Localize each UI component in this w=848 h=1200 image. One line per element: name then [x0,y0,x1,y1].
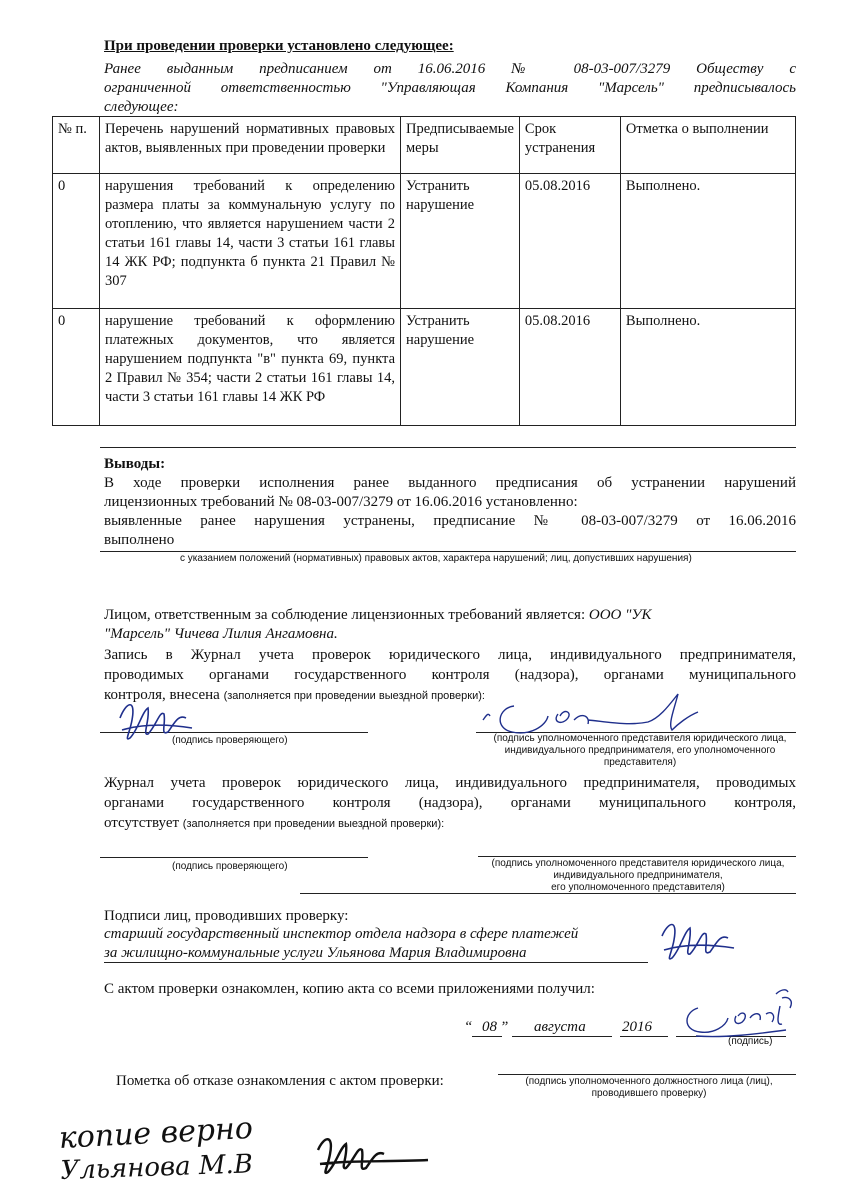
open-quote: “ [464,1019,473,1035]
section-title: При проведении проверки установлено следующее: [104,38,454,54]
acquainted-month: августа [534,1019,586,1035]
caption-line: проводившего проверку) [591,1088,707,1099]
journal-line-2: проводимых органами государственного контроля (надзора), органами муниципального [104,667,796,683]
journal-absent-line-2: органами государственного контроля (надзора), органами муниципального контроля, [104,795,796,811]
acquainted-day: 08 [482,1019,497,1035]
intro-line-1: Ранее выданным предписанием от 16.06.2016 № 08-03-007/3279 Обществу с [104,61,796,77]
conclusions-line-3: выявленные ранее нарушения устранены, предписание № 08-03-007/3279 от 16.06.2016 [104,513,796,529]
journal-absent-last-line: отсутствует [104,815,180,831]
responsible-prefix: Лицом, ответственным за соблюдение лицензионных требований является: [104,607,586,623]
inspector-signature-caption: (подпись проверяющего) [172,735,288,746]
intro-line-2: ограниченной ответственностью "Управляющая Компания "Марсель" предписывалось [104,80,796,96]
intro-line-3: следующее: [104,99,179,115]
journal-absent-line-3 [104,814,444,833]
acquainted-text: С актом проверки ознакомлен, копию акта со всеми приложениями получил: [104,981,595,997]
row-mark: Выполнено. [620,174,795,309]
inspector-underline [104,962,648,963]
conclusions-caption: с указанием положений (нормативных) правовых актов, характера нарушений; лиц, допустивших нарушения) [180,553,692,564]
row-mark: Выполнено. [620,309,795,426]
inspector-signature [112,690,202,750]
refusal-text: Пометка об отказе ознакомления с актом проверки: [116,1073,444,1089]
caption-line: индивидуального предпринимателя, его уполномоченного [504,745,776,756]
inspector-signature-2 [656,912,740,966]
caption-line: (подпись уполномоченного представителя юридического лица, [491,858,785,869]
inspector-line-1: старший государственный инспектор отдела надзора в сфере платежей [104,926,579,942]
header-num: № п. [53,117,100,174]
refusal-line [498,1074,796,1075]
row-measure: Устранить нарушение [401,309,520,426]
responsible-name-1: ООО "УК [588,607,652,623]
header-mark: Отметка о выполнении [620,117,795,174]
conclusions-underline [100,551,796,552]
header-measures: Предписываемые меры [401,117,520,174]
close-quote: ” [500,1019,509,1035]
inspector-line-2: за жилищно-коммунальные услуги Ульянова Мария Владимировна [104,945,527,961]
caption-line: представителя) [603,757,677,768]
inspectors-title: Подписи лиц, проводивших проверку: [104,908,349,924]
divider [100,447,796,448]
extra-signature-line [300,893,796,894]
handwritten-name: Ульянова М.В [60,1149,254,1186]
header-deadline: Срок устранения [519,117,620,174]
row-violation: нарушения требований к определению размера платы за коммунальную услугу по отоплению, что является нарушением части 2 статьи 161 главы 14, части 3 статьи 161 главы 14 ЖК РФ; подпункта б пункта 21 Правил № 307 [100,174,401,309]
refusal-caption [504,1076,794,1100]
row-deadline: 05.08.2016 [519,309,620,426]
acquainted-signature [676,986,806,1048]
header-violations: Перечень нарушений нормативных правовых актов, выявленных при проведении проверки [100,117,401,174]
table-row [53,174,796,309]
responsible-name-2: "Марсель" Чичева Лилия Ангамовна. [104,626,338,642]
journal-absent-note: (заполняется при проведении выездной проверки): [182,818,445,830]
journal-absent-line-1: Журнал учета проверок юридического лица, индивидуального предпринимателя, проводимых [104,775,796,791]
representative-signature [478,686,708,746]
conclusions-line-2: лицензионных требований № 08-03-007/3279 от 16.06.2016 установленно: [104,494,578,510]
handwritten-certified-copy: копие верно [57,1110,254,1156]
caption-line: (подпись уполномоченного должностного лица (лиц), [525,1076,773,1087]
inspector-signature-caption-2: (подпись проверяющего) [172,861,288,872]
row-num: 0 [53,309,100,426]
row-deadline: 05.08.2016 [519,174,620,309]
row-measure: Устранить нарушение [401,174,520,309]
journal-line-1: Запись в Журнал учета проверок юридического лица, индивидуального предпринимателя, [104,647,796,663]
rep-signature-line-2 [478,856,796,857]
row-num: 0 [53,174,100,309]
row-violation: нарушение требований к оформлению платежных документов, что является нарушением подпункта "в" пункта 69, пункта 2 Правил № 354; части 2 статьи 161 главы 14, части 3 статьи 161 главы 14 ЖК РФ [100,309,401,426]
caption-line: его уполномоченного представителя) [551,882,725,893]
conclusions-line-4: выполнено [104,532,175,548]
violations-table [52,116,796,426]
inspector-signature-line-2 [100,857,368,858]
table-row [53,309,796,426]
responsible-text [104,606,651,625]
conclusions-line-1: В ходе проверки исполнения ранее выданного предписания об устранении нарушений [104,475,796,491]
rep-signature-caption-2 [480,858,796,894]
month-underline [512,1036,612,1037]
acquainted-signature-caption: (подпись) [728,1036,773,1047]
table-header-row [53,117,796,174]
caption-line: (подпись уполномоченного представителя юридического лица, [493,733,787,744]
day-underline [472,1036,502,1037]
journal-last-line: контроля, внесена [104,687,220,703]
conclusions-title: Выводы: [104,456,166,472]
journal-note: (заполняется при проведении выездной проверки): [223,690,485,702]
acquainted-year: 2016 [622,1019,652,1035]
year-underline [620,1036,668,1037]
caption-line: индивидуального предпринимателя, [553,870,723,881]
handwritten-signature [312,1128,432,1184]
